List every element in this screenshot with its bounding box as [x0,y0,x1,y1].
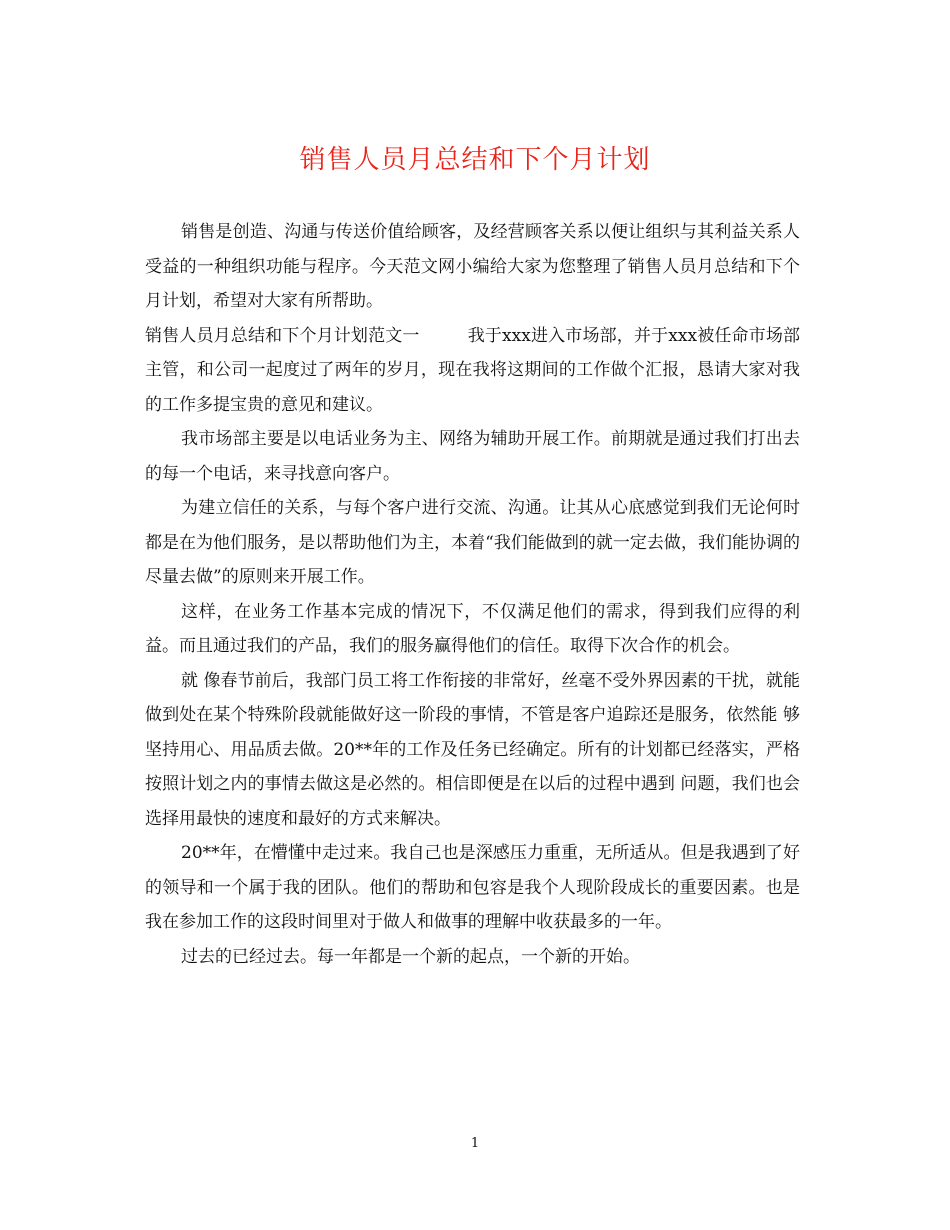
document-title: 销售人员月总结和下个月计划 [299,145,651,175]
body-paragraph: 我市场部主要是以电话业务为主、网络为辅助开展工作。前期就是通过我们打出去的每一个电话，来寻找意向客户。 [145,429,800,484]
page-number: 1 [470,1136,480,1151]
sample-paragraph [145,319,800,423]
body-paragraph: 为建立信任的关系，与每个客户进行交流、沟通。让其从心底感觉到我们无论何时都是在为他们服务，是以帮助他们为主，本着“我们能做到的就一定去做，我们能协调的尽量去做”的原则来开展工作。 [145,498,800,587]
body-paragraph: 这样，在业务工作基本完成的情况下，不仅满足他们的需求，得到我们应得的利益。而且通过我们的产品，我们的服务赢得他们的信任。取得下次合作的机会。 [145,601,800,656]
body-paragraph: 过去的已经过去。每一年都是一个新的起点，一个新的开始。 [181,946,640,967]
document-body [145,215,800,974]
intro-paragraph: 销售是创造、沟通与传送价值给顾客，及经营顾客关系以便让组织与其利益关系人受益的一种组织功能与程序。今天范文网小编给大家为您整理了销售人员月总结和下个月计划，希望对大家有所帮助。 [145,222,800,311]
body-paragraph: 就 像春节前后，我部门员工将工作衔接的非常好，丝毫不受外界因素的干扰，就能做到处在某个特殊阶段就能做好这一阶段的事情，不管是客户追踪还是服务，依然能 够坚持用心、用品质去做。20**年的工作及任务已经确定。所有的计划都已经落实，严格按照计划之内的事情去做这是必然的。相信即便是在以后的过程中遇到 问题，我们也会选择用最快的速度和最好的方式来解决。 [145,670,800,829]
sample-first-paragraph: 我于xxx进入市场部，并于xxx被任命市场部主管，和公司一起度过了两年的岁月，现在我将这期间的工作做个汇报，恳请大家对我的工作多提宝贵的意见和建议。 [145,325,800,415]
body-paragraph: 20**年，在懵懂中走过来。我自己也是深感压力重重，无所适从。但是我遇到了好的领导和一个属于我的团队。他们的帮助和包容是我个人现阶段成长的重要因素。也是我在参加工作的这段时间里对于做人和做事的理解中收获最多的一年。 [145,843,800,932]
sample-heading: 销售人员月总结和下个月计划范文一 [145,325,420,346]
